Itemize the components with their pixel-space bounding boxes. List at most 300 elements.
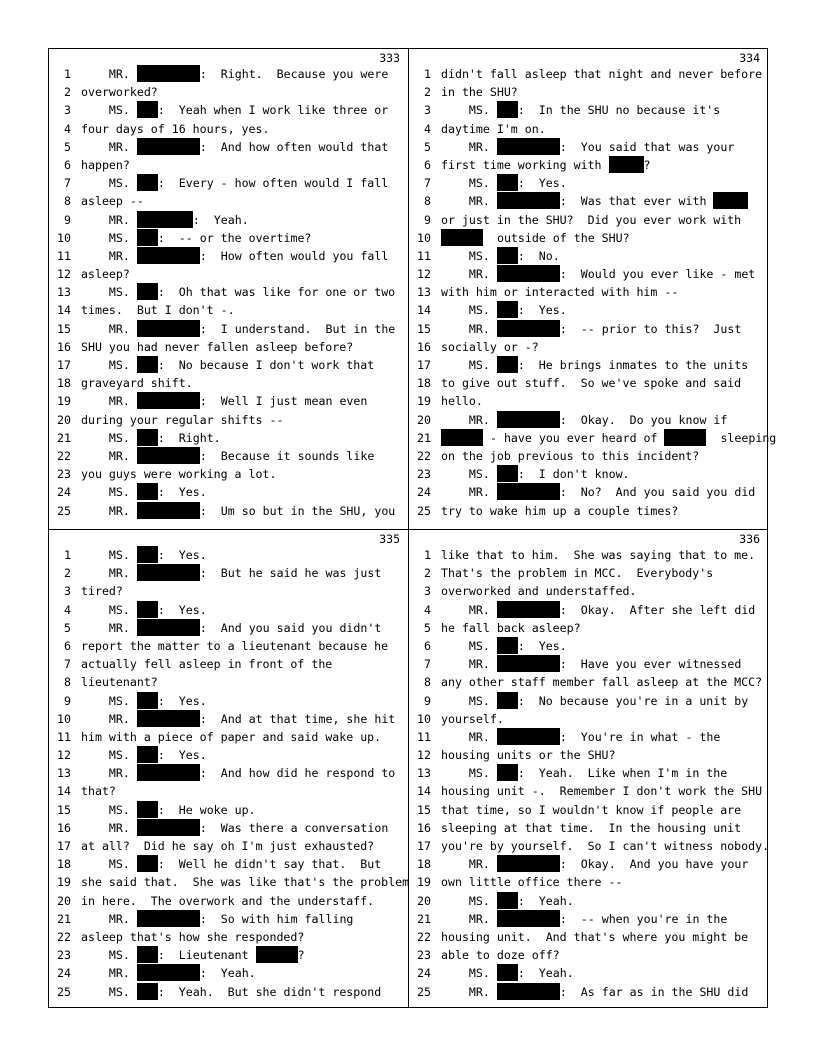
line-text <box>441 101 720 119</box>
line-number: 2 <box>424 85 431 100</box>
line-text <box>441 710 504 728</box>
text-segment: four days of 16 hours, yes. <box>81 121 270 136</box>
line-text <box>81 174 388 192</box>
line-number: 22 <box>57 929 71 944</box>
redaction-block <box>441 229 483 246</box>
transcript-line <box>409 855 768 873</box>
text-segment: : Yeah when I work like three or <box>157 103 389 118</box>
line-number: 14 <box>57 784 71 799</box>
line-text <box>441 156 651 174</box>
text-segment: : You said that was your <box>559 139 735 154</box>
line-number: 18 <box>57 376 71 391</box>
transcript-sheet <box>48 48 777 1008</box>
line-text <box>441 120 546 138</box>
text-segment: : Yes. <box>157 485 207 500</box>
line-text <box>81 564 381 582</box>
transcript-page <box>49 49 408 529</box>
transcript-line <box>409 673 768 691</box>
text-segment: in the SHU? <box>441 85 518 100</box>
text-segment: MS. <box>441 893 497 908</box>
line-text <box>441 892 574 910</box>
transcript-line <box>409 619 768 637</box>
text-segment: MR. <box>81 67 137 81</box>
text-segment: : And at that time, she hit <box>199 711 396 726</box>
text-segment: MR. <box>441 485 497 500</box>
text-segment: you guys were working a lot. <box>81 467 277 482</box>
line-number: 25 <box>57 984 71 999</box>
text-segment: MS. <box>81 485 137 500</box>
line-number: 23 <box>417 467 431 482</box>
text-segment: MR. <box>441 657 497 672</box>
text-segment: MS. <box>81 285 137 300</box>
redaction-block <box>497 983 560 1000</box>
redaction-block <box>497 192 560 209</box>
line-text <box>81 301 235 319</box>
line-number: 23 <box>57 467 71 482</box>
transcript-line <box>49 83 408 101</box>
text-segment: : Yes. <box>157 693 207 708</box>
line-text <box>81 637 388 655</box>
transcript-line <box>409 174 768 192</box>
line-text <box>81 447 374 465</box>
redaction-block <box>137 964 200 981</box>
line-text <box>81 946 305 964</box>
transcript-line <box>49 910 408 928</box>
transcript-line <box>49 483 408 501</box>
line-text <box>441 964 574 982</box>
text-segment: in here. The overwork and the understaff. <box>81 893 375 908</box>
text-segment: : -- prior to this? Just <box>559 321 742 336</box>
text-segment: yourself. <box>441 711 504 726</box>
transcript-line <box>49 211 408 229</box>
transcript-line <box>49 546 408 564</box>
transcript-line <box>49 156 408 174</box>
redaction-block <box>497 138 560 155</box>
line-number: 12 <box>57 267 71 282</box>
text-segment: daytime I'm on. <box>441 121 546 136</box>
text-segment: MS. <box>441 467 497 482</box>
transcript-line <box>49 392 408 410</box>
line-number: 3 <box>424 584 431 599</box>
line-text <box>441 983 748 1001</box>
text-segment: MR. <box>81 566 137 581</box>
transcript-line <box>49 374 408 392</box>
text-segment: : And you said you didn't <box>199 620 382 635</box>
line-text <box>81 283 395 301</box>
line-text <box>441 601 755 619</box>
text-segment: sleeping at that time. In the housing unit <box>441 820 742 835</box>
line-number: 16 <box>57 339 71 354</box>
line-number: 18 <box>417 857 431 872</box>
transcript-line <box>409 782 768 800</box>
transcript-line <box>49 764 408 782</box>
line-text <box>441 447 699 465</box>
line-number: 1 <box>64 548 71 562</box>
text-segment: MS. <box>441 303 497 318</box>
line-number: 22 <box>417 929 431 944</box>
text-segment: MR. <box>441 139 497 154</box>
transcript-line <box>49 283 408 301</box>
line-number: 9 <box>64 693 71 708</box>
line-text <box>81 483 207 501</box>
transcript-page <box>409 530 768 1010</box>
text-segment: MR. <box>81 212 137 227</box>
line-text <box>81 855 381 873</box>
text-segment: MS. <box>81 176 137 191</box>
redaction-block <box>137 429 158 446</box>
text-segment: she said that. She was like that's the problem <box>81 875 410 890</box>
line-text <box>81 338 353 356</box>
line-text <box>441 582 636 600</box>
text-segment: didn't fall asleep that night and never before <box>441 67 763 81</box>
transcript-line <box>49 301 408 319</box>
line-number: 5 <box>64 620 71 635</box>
line-text <box>441 801 741 819</box>
line-number: 7 <box>424 176 431 191</box>
line-number: 21 <box>417 911 431 926</box>
transcript-line <box>409 692 768 710</box>
transcript-line <box>49 964 408 982</box>
line-text <box>81 502 395 520</box>
line-number: 7 <box>424 657 431 672</box>
line-text <box>441 174 567 192</box>
line-text <box>81 710 395 728</box>
text-segment: MR. <box>441 602 497 617</box>
transcript-line <box>409 247 768 265</box>
text-segment: : But he said he was just <box>199 566 382 581</box>
text-segment: MR. <box>441 412 497 427</box>
transcript-line <box>409 320 768 338</box>
redaction-block <box>256 946 298 963</box>
text-segment: MS. <box>441 693 497 708</box>
line-text <box>441 247 560 265</box>
line-text <box>441 483 755 501</box>
line-number: 7 <box>64 657 71 672</box>
line-text <box>441 655 741 673</box>
transcript-line <box>49 465 408 483</box>
transcript-line <box>49 447 408 465</box>
transcript-line <box>409 764 768 782</box>
line-number: 22 <box>417 448 431 463</box>
line-number: 3 <box>424 103 431 118</box>
text-segment: : Yeah. <box>199 966 256 981</box>
text-segment: MR. <box>441 857 497 872</box>
transcript-line <box>409 502 768 520</box>
line-text <box>81 465 276 483</box>
line-text <box>441 411 727 429</box>
line-number: 3 <box>64 103 71 118</box>
transcript-line <box>49 120 408 138</box>
text-segment: : No. <box>517 248 560 263</box>
line-number: 19 <box>57 875 71 890</box>
line-number: 12 <box>57 748 71 763</box>
line-number: 2 <box>64 85 71 100</box>
text-segment: : Yes. <box>517 176 567 191</box>
line-text <box>81 801 256 819</box>
line-number: 12 <box>417 748 431 763</box>
text-segment: MR. <box>81 766 137 781</box>
transcript-line <box>409 983 768 1001</box>
text-segment: own little office there -- <box>441 875 623 890</box>
redaction-block <box>497 637 518 654</box>
transcript-line <box>49 928 408 946</box>
line-text <box>441 910 727 928</box>
text-segment: : In the SHU no because it's <box>517 103 721 118</box>
line-text <box>81 873 409 891</box>
text-segment: : And how did he respond to <box>199 766 396 781</box>
text-segment: : -- or the overtime? <box>157 230 312 245</box>
line-number: 20 <box>417 412 431 427</box>
transcript-line <box>409 429 777 447</box>
text-segment: : Um so but in the SHU, you <box>199 503 396 518</box>
line-number: 10 <box>57 711 71 726</box>
redaction-block <box>137 855 158 872</box>
transcript-line <box>49 782 408 800</box>
line-number: 24 <box>57 485 71 500</box>
redaction-block <box>137 356 158 373</box>
line-number: 2 <box>64 566 71 581</box>
text-segment: tired? <box>81 584 123 599</box>
line-number: 6 <box>64 638 71 653</box>
line-text <box>441 374 741 392</box>
line-number: 8 <box>424 675 431 690</box>
line-text <box>81 429 221 447</box>
redaction-block <box>137 502 200 519</box>
line-text <box>441 764 727 782</box>
line-number: 8 <box>64 194 71 209</box>
transcript-page <box>49 530 408 1010</box>
transcript-line <box>49 619 408 637</box>
transcript-line <box>409 928 768 946</box>
transcript-line <box>49 502 408 520</box>
line-number: 18 <box>417 376 431 391</box>
line-text <box>441 211 741 229</box>
transcript-line <box>409 411 768 429</box>
transcript-line <box>409 65 768 83</box>
text-segment: asleep that's how she responded? <box>81 929 305 944</box>
text-segment: MR. <box>441 194 497 209</box>
line-number: 25 <box>417 503 431 518</box>
text-segment: on the job previous to this incident? <box>441 448 700 463</box>
line-number: 13 <box>57 766 71 781</box>
redaction-block <box>137 211 193 228</box>
line-text <box>81 892 374 910</box>
text-segment: : Yes. <box>157 602 207 617</box>
line-text <box>81 265 130 283</box>
text-segment: happen? <box>81 157 130 172</box>
line-text <box>81 964 256 982</box>
line-text <box>81 601 207 619</box>
text-segment: him with a piece of paper and said wake up. <box>81 729 382 744</box>
line-text <box>81 819 388 837</box>
line-text <box>81 83 158 101</box>
redaction-block <box>497 910 560 927</box>
text-segment: hello. <box>441 394 483 409</box>
text-segment: : Would you ever like - met <box>559 267 756 282</box>
line-text <box>81 928 304 946</box>
redaction-block <box>497 101 518 118</box>
text-segment: MS. <box>81 748 137 763</box>
transcript-page <box>409 49 777 529</box>
line-text <box>441 283 678 301</box>
transcript-line <box>409 946 768 964</box>
line-number: 4 <box>424 602 431 617</box>
text-segment: : Yeah. <box>517 966 574 981</box>
line-number: 9 <box>64 212 71 227</box>
text-segment: ? <box>297 948 305 963</box>
line-text <box>441 619 581 637</box>
text-segment: : Yes. <box>517 303 567 318</box>
line-number: 13 <box>57 285 71 300</box>
transcript-line <box>49 356 408 374</box>
text-segment: : Yes. <box>517 638 567 653</box>
line-number: 14 <box>417 784 431 799</box>
text-segment: or just in the SHU? Did you ever work with <box>441 212 742 227</box>
transcript-line <box>49 728 408 746</box>
line-number: 20 <box>417 893 431 908</box>
text-segment: MS. <box>441 966 497 981</box>
transcript-line <box>409 710 768 728</box>
text-segment: asleep -- <box>81 194 144 209</box>
line-text <box>81 156 130 174</box>
line-text <box>441 746 616 764</box>
transcript-line <box>409 801 768 819</box>
text-segment: : Have you ever witnessed <box>559 657 742 672</box>
line-number: 5 <box>424 620 431 635</box>
line-number: 15 <box>57 321 71 336</box>
text-segment: : No because you're in a unit by <box>517 693 749 708</box>
line-text <box>441 546 755 564</box>
redaction-block <box>497 174 518 191</box>
line-number: 2 <box>424 566 431 581</box>
text-segment: MS. <box>81 358 137 372</box>
line-text <box>81 411 283 429</box>
line-text <box>81 374 193 392</box>
line-number: 1 <box>424 67 431 81</box>
text-segment: he fall back asleep? <box>441 620 581 635</box>
line-number: 21 <box>57 911 71 926</box>
text-segment: MR. <box>441 984 497 999</box>
line-text <box>81 746 207 764</box>
line-number: 17 <box>57 358 71 372</box>
transcript-line <box>409 392 768 410</box>
redaction-block <box>441 429 483 446</box>
redaction-block <box>137 546 158 563</box>
line-number: 13 <box>417 766 431 781</box>
line-number: 18 <box>57 857 71 872</box>
line-text <box>81 138 388 156</box>
line-text <box>441 320 741 338</box>
redaction-block <box>137 138 200 155</box>
transcript-line <box>409 83 768 101</box>
line-text <box>81 229 311 247</box>
line-number: 6 <box>424 157 431 172</box>
line-text <box>441 301 567 319</box>
text-segment: : You're in what - the <box>559 729 721 744</box>
transcript-line <box>49 65 408 83</box>
text-segment: : Yes. <box>157 748 207 763</box>
redaction-block <box>137 65 200 82</box>
text-segment: : Yeah. Like when I'm in the <box>517 766 728 781</box>
redaction-block <box>497 728 560 745</box>
line-text <box>81 837 374 855</box>
line-text <box>441 429 776 447</box>
line-number: 9 <box>424 212 431 227</box>
redaction-block <box>137 283 158 300</box>
line-number: 15 <box>417 802 431 817</box>
transcript-line <box>49 174 408 192</box>
transcript-line <box>49 192 408 210</box>
text-segment: actually fell asleep in front of the <box>81 657 333 672</box>
text-segment: ? <box>643 157 651 172</box>
line-number: 14 <box>57 303 71 318</box>
line-number: 16 <box>417 339 431 354</box>
line-number: 17 <box>417 358 431 372</box>
redaction-block <box>137 320 200 337</box>
line-text <box>441 338 539 356</box>
page-number: 334 <box>739 51 760 65</box>
line-number: 20 <box>57 893 71 908</box>
line-text <box>81 728 381 746</box>
line-number: 15 <box>417 321 431 336</box>
line-number: 11 <box>57 248 71 263</box>
transcript-line <box>409 546 768 564</box>
line-text <box>441 782 762 800</box>
text-segment: : How often would you fall <box>199 248 389 263</box>
line-number: 16 <box>417 820 431 835</box>
text-segment: MR. <box>81 711 137 726</box>
redaction-block <box>137 101 158 118</box>
text-segment: : Because it sounds like <box>199 448 375 463</box>
line-number: 10 <box>417 230 431 245</box>
text-segment: you're by yourself. So I can't witness nobody. <box>441 839 770 853</box>
text-segment: : Was that ever with <box>559 194 714 209</box>
transcript-line <box>409 101 768 119</box>
page-number: 336 <box>739 532 760 546</box>
transcript-line <box>49 320 408 338</box>
line-text <box>441 192 748 210</box>
transcript-line <box>409 192 768 210</box>
page-lines <box>409 65 777 520</box>
redaction-block <box>497 265 560 282</box>
text-segment: MR. <box>81 966 137 981</box>
line-number: 5 <box>64 139 71 154</box>
text-segment: at all? Did he say oh I'm just exhausted? <box>81 839 375 853</box>
transcript-line <box>49 564 408 582</box>
text-segment: MS. <box>81 430 137 445</box>
text-segment: : Well he didn't say that. But <box>157 857 382 872</box>
text-segment: housing unit. And that's where you might be <box>441 929 749 944</box>
transcript-line <box>409 338 768 356</box>
text-segment: : Well I just mean even <box>199 394 368 409</box>
redaction-block <box>497 655 560 672</box>
transcript-line <box>409 301 768 319</box>
line-text <box>441 229 630 247</box>
line-number: 19 <box>57 394 71 409</box>
line-number: 8 <box>424 194 431 209</box>
text-segment: MR. <box>81 503 137 518</box>
redaction-block <box>137 392 200 409</box>
text-segment: : Was there a conversation <box>199 820 389 835</box>
transcript-line <box>409 601 768 619</box>
text-segment: MS. <box>81 602 137 617</box>
line-text <box>441 928 748 946</box>
redaction-block <box>497 356 518 373</box>
redaction-block <box>497 411 560 428</box>
line-text <box>441 673 762 691</box>
transcript-line <box>409 637 768 655</box>
line-number: 23 <box>57 948 71 963</box>
